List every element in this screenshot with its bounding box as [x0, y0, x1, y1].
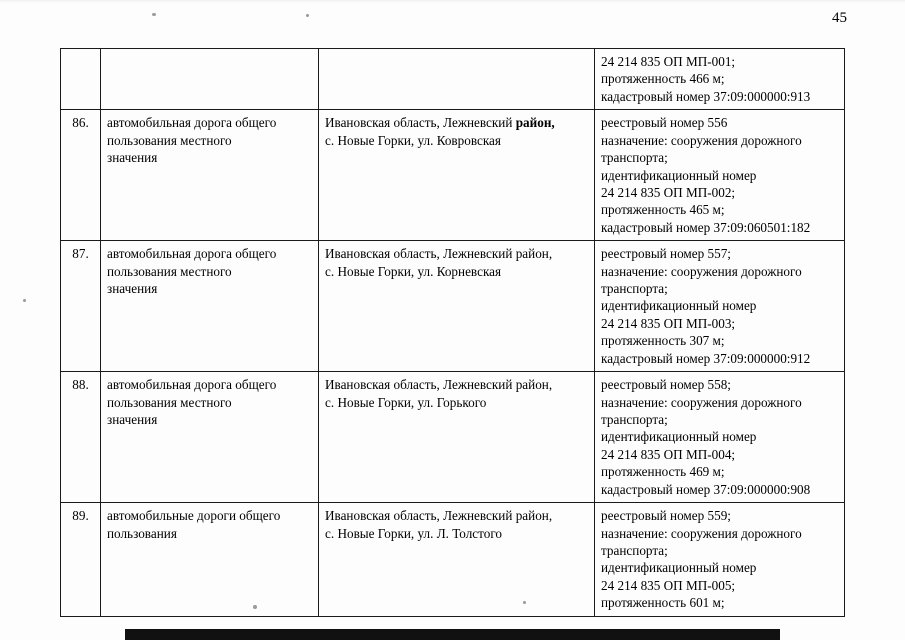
address-line: с. Новые Горки, ул. Горького [325, 394, 487, 410]
info-line: протяженность 466 м; [601, 71, 725, 87]
name-line: автомобильные дороги общего [107, 508, 281, 524]
info-line: идентификационный номер [601, 429, 757, 445]
scan-speck [23, 299, 26, 302]
address-line: с. Новые Горки, ул. Корневская [325, 263, 502, 279]
info-line: 24 214 835 ОП МП-002; [601, 184, 736, 200]
cell-name [101, 503, 319, 617]
name-line: значения [107, 281, 158, 297]
info-line: идентификационный номер [601, 167, 757, 183]
table-row [61, 372, 845, 503]
cell-number: 87. [61, 241, 101, 372]
info-line: кадастровый номер 37:09:000000:912 [601, 350, 811, 366]
cell-info [595, 372, 845, 503]
info-line: протяженность 465 м; [601, 202, 725, 218]
info-line: назначение: сооружения дорожного [601, 132, 802, 148]
page-number: 45 [832, 10, 847, 26]
info-line: протяженность 469 м; [601, 464, 725, 480]
cell-name [101, 241, 319, 372]
info-line: реестровый номер 556 [601, 115, 728, 131]
info-line: назначение: сооружения дорожного [601, 394, 802, 410]
cell-number: 89. [61, 503, 101, 617]
address-text: Ивановская область, Лежневский [325, 115, 516, 131]
info-line: кадастровый номер 37:09:060501:182 [601, 219, 811, 235]
table-row [61, 241, 845, 372]
table-row [61, 503, 845, 617]
name-line: пользования местного [107, 263, 232, 279]
cell-number: 86. [61, 110, 101, 241]
info-line: 24 214 835 ОП МП-004; [601, 446, 736, 462]
name-line: автомобильная дорога общего [107, 246, 277, 262]
info-line: протяженность 601 м; [601, 595, 725, 611]
info-line: 24 214 835 ОП МП-001; [601, 54, 736, 69]
address-line: с. Новые Горки, ул. Л. Толстого [325, 525, 503, 541]
address-line [325, 114, 588, 131]
cell-name [101, 49, 319, 110]
info-line: кадастровый номер 37:09:000000:908 [601, 481, 811, 497]
name-line: значения [107, 150, 158, 166]
scan-edge-shading [0, 0, 905, 3]
cell-info [595, 49, 845, 110]
roads-registry-table [60, 48, 845, 617]
address-highlight-word: район, [515, 115, 555, 131]
info-line: реестровый номер 559; [601, 508, 731, 524]
info-line: идентификационный номер [601, 298, 757, 314]
scan-bottom-bar [125, 629, 780, 640]
cell-name [101, 372, 319, 503]
name-line: автомобильная дорога общего [107, 377, 277, 393]
info-line: транспорта; [601, 412, 668, 428]
cell-number: 88. [61, 372, 101, 503]
name-line: автомобильная дорога общего [107, 115, 277, 131]
table-row [61, 110, 845, 241]
address-line: Ивановская область, Лежневский район, [325, 246, 553, 262]
info-line: идентификационный номер [601, 560, 757, 576]
name-line: значения [107, 412, 158, 428]
name-line: пользования местного [107, 132, 232, 148]
info-line: реестровый номер 558; [601, 377, 731, 393]
cell-address [319, 372, 595, 503]
address-line: с. Новые Горки, ул. Ковровская [325, 132, 501, 148]
address-line: Ивановская область, Лежневский район, [325, 377, 553, 393]
cell-address [319, 241, 595, 372]
info-line: 24 214 835 ОП МП-003; [601, 315, 736, 331]
info-line: назначение: сооружения дорожного [601, 263, 802, 279]
table-row [61, 49, 845, 110]
cell-address [319, 49, 595, 110]
info-line: назначение: сооружения дорожного [601, 525, 802, 541]
info-line: реестровый номер 557; [601, 246, 731, 262]
info-line: транспорта; [601, 150, 668, 166]
scan-speck [152, 13, 156, 16]
cell-info [595, 110, 845, 241]
info-line: транспорта; [601, 542, 668, 558]
cell-address [319, 110, 595, 241]
scan-speck [306, 14, 309, 17]
name-line: пользования местного [107, 394, 232, 410]
info-line: транспорта; [601, 281, 668, 297]
cell-info [595, 503, 845, 617]
info-line: кадастровый номер 37:09:000000:913 [601, 88, 811, 104]
name-line: пользования [107, 525, 177, 541]
cell-address [319, 503, 595, 617]
cell-name [101, 110, 319, 241]
cell-number [61, 49, 101, 110]
info-line: протяженность 307 м; [601, 333, 725, 349]
cell-info [595, 241, 845, 372]
info-line: 24 214 835 ОП МП-005; [601, 577, 736, 593]
address-line: Ивановская область, Лежневский район, [325, 508, 553, 524]
